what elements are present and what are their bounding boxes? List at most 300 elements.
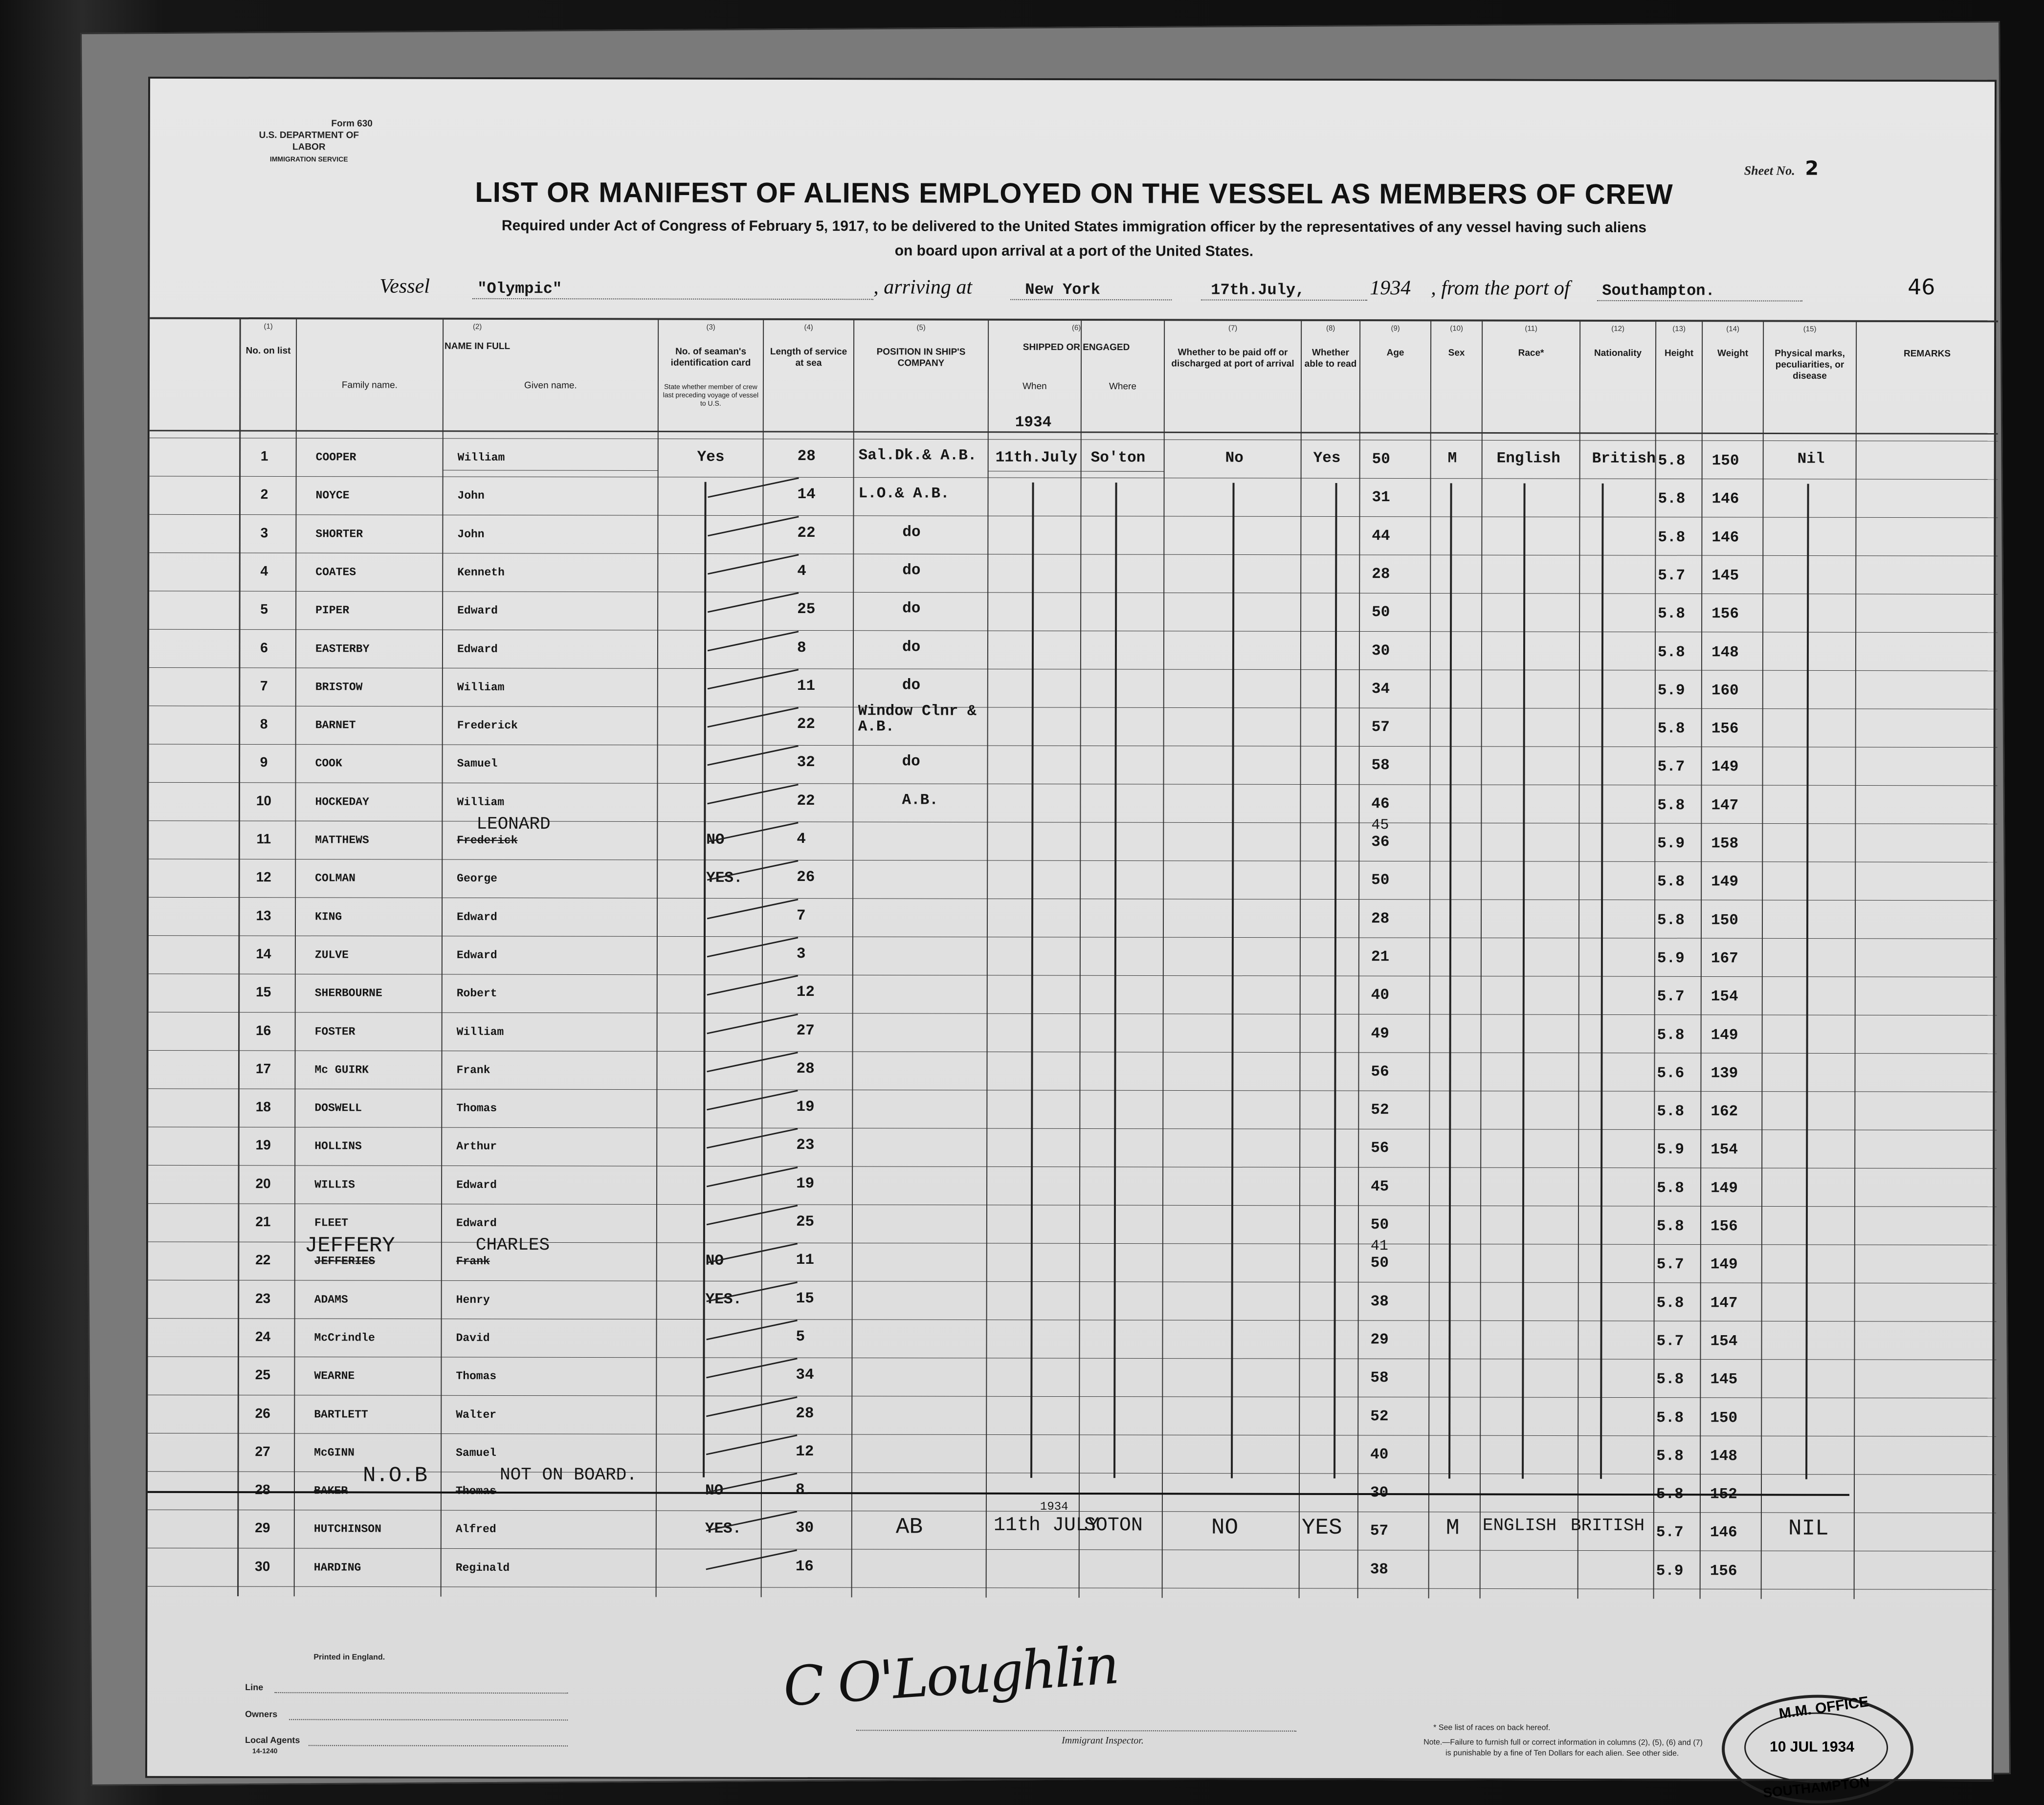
row-number: 8 [260,716,268,732]
column-heading: Nationality [1594,348,1642,359]
row-rule [148,1319,1997,1322]
office-stamp [1722,1695,1913,1804]
row-rule [148,1280,1997,1283]
height: 5.8 [1657,1026,1685,1044]
row-rule [149,744,1998,748]
previous-voyage: YES. [706,869,743,887]
height: 5.8 [1657,1103,1685,1121]
shipped-when-handwritten: 11th JULY [993,1515,1099,1537]
height: 5.8 [1657,1179,1684,1197]
height: 5.8 [1656,1486,1684,1503]
length-of-service: 16 [795,1558,814,1575]
given-name: John [457,489,485,503]
length-of-service: 32 [797,754,815,771]
row-rule [149,936,1997,939]
family-name: HARDING [313,1561,361,1574]
weight: 148 [1711,643,1739,661]
height: 5.9 [1657,682,1685,699]
length-of-service: 19 [796,1099,815,1116]
row-number: 24 [255,1328,271,1344]
family-name: COATES [315,566,356,579]
height: 5.7 [1657,988,1685,1006]
row-number: 27 [255,1443,270,1459]
row-rule [149,668,1998,671]
age: 36 [1371,834,1390,851]
previous-voyage: NO [705,1252,724,1270]
arriving-label: , arriving at [873,276,973,299]
family-name: SHERBOURNE [314,987,382,1000]
length-of-service: 14 [797,486,816,504]
length-of-service: 8 [797,639,806,657]
age: 45 [1371,1178,1389,1195]
column-heading: POSITION IN SHIP'S COMPANY [876,347,966,369]
column-subheading: Given name. [524,380,577,391]
given-name: Thomas [456,1369,497,1383]
column-rule [1578,321,1580,1599]
given-name: Edward [457,642,498,656]
form-number: Form 630 [331,118,373,129]
row-number: 25 [255,1367,271,1383]
subtitle-line-2: on board upon arrival at a port of the United States. [894,242,1254,260]
column-number: (12) [1611,324,1625,333]
shipped-when: 11th.July [995,449,1078,467]
given-name-correction: CHARLES [475,1235,550,1255]
given-name-correction: LEONARD [476,814,551,835]
height: 5.8 [1656,1447,1684,1465]
age-correction: 41 [1370,1238,1388,1255]
height: 5.8 [1657,911,1685,929]
family-name-correction: N.O.B [363,1463,428,1488]
service: IMMIGRATION SERVICE [269,155,348,163]
age: 57 [1370,1522,1389,1540]
length-of-service: 23 [796,1137,815,1154]
family-name: HOLLINS [314,1140,362,1153]
column-subheading: Family name. [341,380,398,391]
column-number: (14) [1726,325,1740,333]
family-name: WEARNE [314,1369,355,1383]
age: 58 [1371,757,1390,774]
length-of-service: 7 [797,907,806,925]
column-note: State whether member of crew last preceding voyage of vessel to U.S. [663,382,759,407]
departure-port: Southampton. [1602,281,1715,300]
agents-label: Local Agents [245,1735,300,1745]
age: 50 [1372,451,1390,468]
shipped-year-handwritten: 1934 [1040,1500,1068,1514]
position: A.B. [902,792,938,809]
row-rule [149,859,1997,862]
given-name: Frank [456,1255,490,1268]
age: 57 [1371,719,1390,736]
age: 52 [1371,1101,1389,1119]
family-name-correction: JEFFERY [304,1233,395,1258]
row-rule [148,1510,1996,1513]
given-name: George [457,872,498,885]
column-number: (4) [804,323,813,332]
age: 56 [1371,1063,1389,1080]
age: 46 [1371,795,1390,813]
column-rule [1654,321,1656,1599]
given-name: Kenneth [457,566,505,579]
age: 50 [1370,1216,1389,1234]
row-rule [149,821,1997,824]
column-number: (3) [706,323,715,331]
race-handwritten: ENGLISH [1482,1515,1557,1536]
column-heading: Race* [1518,348,1544,358]
age: 30 [1370,1484,1389,1502]
paid-off-handwritten: NO [1211,1515,1239,1541]
height: 5.8 [1656,1409,1684,1427]
age: 40 [1370,1446,1389,1463]
given-name: Frederick [457,834,518,847]
height: 5.8 [1656,1218,1684,1235]
family-name: PIPER [315,604,350,617]
height: 5.8 [1658,528,1686,546]
row-number: 4 [260,563,268,579]
row-rule [148,1395,1996,1398]
given-name: Edward [457,910,497,924]
row-number: 3 [260,525,268,540]
given-name: Walter [456,1408,497,1421]
row-number: 17 [255,1060,271,1076]
weight: 156 [1711,720,1739,738]
manifest-sheet [145,77,1997,1801]
previous-voyage: NO [705,1482,724,1499]
column-number: (11) [1525,324,1537,333]
given-name: William [457,451,505,464]
family-name: McGINN [314,1446,355,1459]
height: 5.8 [1656,1294,1684,1312]
column-heading: Whether to be paid off or discharged at port of arrival [1171,347,1294,369]
given-name: Thomas [455,1484,496,1498]
length-of-service: 22 [797,716,815,733]
row-rule [148,1433,1996,1437]
position: do [902,562,921,579]
row-number: 9 [260,754,268,770]
family-name: FLEET [314,1216,348,1230]
position: do [902,638,921,656]
column-rule [1854,321,1857,1599]
previous-voyage: Yes [697,448,725,466]
length-of-service: 5 [796,1328,805,1345]
weight: 147 [1710,1294,1738,1312]
height: 5.9 [1656,1562,1684,1580]
column-rule [986,320,989,1598]
sheet-number: 2 [1805,157,1819,180]
column-number: (5) [916,323,926,332]
column-rule [1299,320,1302,1598]
line-label: Line [245,1682,264,1693]
races-note: * See list of races on back hereof. [1433,1723,1551,1732]
column-heading: Whether able to read [1304,347,1357,370]
sex-handwritten: M [1445,1515,1460,1541]
length-of-service: 3 [796,945,806,963]
column-heading: No. of seaman's identification card [670,346,751,368]
page-number: 46 [1908,274,1935,300]
arrival-port: New York [1025,280,1100,299]
age-correction: 45 [1371,817,1389,834]
given-name: David [456,1331,490,1344]
row-rule [150,438,1998,441]
weight: 150 [1710,1409,1738,1427]
given-name: Henry [456,1293,490,1306]
column-rule [1761,321,1764,1599]
age: 34 [1371,680,1390,698]
height: 5.8 [1656,1371,1684,1388]
weight: 156 [1710,1562,1737,1580]
column-heading: NAME IN FULL [444,341,511,352]
age: 21 [1371,948,1390,966]
weight: 156 [1711,605,1739,623]
height: 5.9 [1657,835,1685,853]
row-number: 13 [256,907,271,923]
race: English [1496,450,1560,467]
age: 28 [1372,565,1390,583]
height: 5.8 [1658,605,1685,623]
able-to-read-handwritten: YES [1301,1515,1342,1541]
column-rule [656,319,659,1597]
family-name: BARTLETT [314,1408,368,1421]
row-rule [149,629,1998,633]
column-heading: Length of service at sea [770,346,847,369]
vessel-name: "Olympic" [477,279,562,298]
column-rule [1480,320,1483,1598]
row-number: 26 [255,1405,270,1421]
sex: M [1447,450,1457,467]
row-number: 11 [256,831,271,847]
name-subrule [443,470,658,471]
weight: 154 [1711,1141,1738,1159]
shipped-where: So'ton [1090,449,1146,467]
row-rule [149,1012,1997,1015]
row-number: 1 [260,448,268,464]
age: 50 [1370,1255,1389,1272]
weight: 150 [1711,452,1739,470]
age: 38 [1370,1561,1388,1578]
sheet-label: Sheet No. [1744,163,1795,178]
penalty-note-1: Note.—Failure to furnish full or correct information in columns (2), (5), (6) and (7) [1423,1738,1703,1747]
column-heading: Weight [1717,348,1749,359]
row-number: 12 [256,869,271,885]
position-handwritten: AB [895,1514,923,1540]
column-subheading: Where [1109,381,1136,392]
row-rule [149,974,1997,977]
row-number: 20 [255,1175,271,1191]
length-of-service: 28 [796,1060,815,1078]
row-rule [150,476,1998,480]
column-heading: Age [1386,348,1404,358]
agents-code: 14-1240 [252,1747,278,1755]
printed-in: Printed in England. [313,1653,385,1662]
stamp-date: 10 JUL 1934 [1770,1739,1855,1755]
shipped-where-handwritten: SOTON [1084,1515,1143,1537]
header-bottom-rule [150,431,1998,434]
weight: 152 [1710,1486,1737,1503]
family-name: COOPER [315,451,356,464]
column-rule [1700,321,1703,1599]
row-number: 22 [255,1252,271,1268]
age: 28 [1371,910,1390,927]
given-name: Arthur [456,1140,497,1153]
weight: 146 [1711,528,1739,546]
given-name: Samuel [457,757,498,770]
row-number: 14 [256,946,271,962]
age: 40 [1371,987,1390,1004]
family-name: KING [315,910,342,923]
column-number: (10) [1450,324,1464,333]
age: 31 [1372,489,1390,506]
length-of-service: 22 [797,792,815,810]
row-number: 5 [260,601,268,617]
family-name: HUTCHINSON [313,1522,381,1536]
page-title: LIST OR MANIFEST OF ALIENS EMPLOYED ON THE VESSEL AS MEMBERS OF CREW [475,176,1673,211]
column-rule [1358,320,1360,1598]
given-name: William [457,795,505,809]
family-name: SHORTER [315,527,363,541]
age: 58 [1370,1369,1389,1387]
age: 44 [1372,527,1390,545]
column-number: (7) [1228,324,1238,332]
height: 5.8 [1657,796,1685,814]
position: do [902,523,921,541]
penalty-note-2: is punishable by a fine of Ten Dollars for each alien. See other side. [1445,1749,1679,1758]
column-heading: Height [1664,348,1694,359]
row-number: 18 [255,1099,271,1115]
age: 38 [1370,1293,1389,1310]
weight: 146 [1711,490,1739,508]
given-name: Edward [456,1216,497,1230]
position: Window Clnr & A.B. [858,703,977,736]
nationality: British [1592,450,1656,468]
row-rule [148,1127,1997,1130]
family-name: McCrindle [314,1331,375,1344]
family-name: WILLIS [314,1178,355,1191]
able-to-read: Yes [1313,449,1341,467]
given-name: William [456,1025,504,1038]
family-name: JEFFERIES [314,1255,376,1268]
table-top-rule [150,318,1998,322]
column-number: (9) [1391,324,1400,333]
weight: 154 [1711,988,1738,1006]
given-name: Frederick [457,719,518,732]
position: do [902,600,921,617]
weight: 149 [1711,1026,1738,1044]
row-rule [149,1051,1997,1054]
given-name: Reginald [455,1561,510,1574]
weight: 156 [1710,1218,1738,1235]
age: 52 [1370,1408,1389,1425]
weight: 147 [1711,796,1739,814]
given-name-correction: NOT ON BOARD. [500,1465,637,1485]
row-rule [149,514,1998,518]
row-number: 21 [255,1214,271,1230]
row-rule [148,1586,1996,1590]
vessel-label: Vessel [379,275,430,298]
column-number: (1) [264,322,273,331]
column-rule [852,319,854,1597]
row-rule [148,1242,1997,1245]
length-of-service: 30 [795,1519,814,1537]
length-of-service: 15 [796,1290,814,1307]
weight: 162 [1711,1103,1738,1121]
weight: 145 [1710,1371,1738,1388]
weight: 154 [1710,1333,1738,1350]
row-number: 6 [260,639,268,655]
length-of-service: 22 [797,524,816,542]
family-name: ADAMS [314,1293,348,1306]
column-subheading: When [1022,381,1047,392]
height: 5.7 [1656,1524,1684,1541]
height: 5.8 [1657,643,1685,661]
column-heading: No. on list [245,346,291,356]
position: L.O.& A.B. [858,485,950,503]
row-number: 19 [255,1137,271,1153]
stamp-bottom: SOUTHAMPTON [1762,1774,1870,1801]
length-of-service: 4 [797,831,806,848]
column-heading: REMARKS [1904,348,1951,359]
family-name: NOYCE [315,489,350,502]
weight: 158 [1711,835,1739,853]
weight: 149 [1711,873,1739,891]
given-name: John [457,528,485,541]
paid-off: No [1225,449,1244,467]
weight: 146 [1710,1524,1737,1541]
length-of-service: 11 [797,677,816,695]
row-rule [149,897,1997,901]
column-heading: Physical marks, peculiarities, or disease [1775,348,1845,381]
length-of-service: 25 [797,601,816,618]
given-name: Frank [456,1063,490,1077]
length-of-service: 19 [796,1175,815,1192]
given-name: Edward [456,948,497,962]
inspector-label: Immigrant Inspector. [1062,1735,1144,1746]
family-name: COOK [315,757,342,770]
height: 5.8 [1657,720,1685,738]
row-number: 28 [255,1482,270,1497]
height: 5.8 [1657,873,1685,891]
height: 5.7 [1656,1332,1684,1350]
given-name: William [457,681,505,694]
weight: 139 [1711,1065,1738,1082]
family-name: Mc GUIRK [314,1063,369,1077]
position: Sal.Dk.& A.B. [858,447,977,464]
arrival-date: 17th.July, [1211,281,1305,299]
shipped-subrule [988,471,1164,472]
given-name: Thomas [456,1101,497,1115]
row-number: 23 [255,1290,271,1306]
weight: 149 [1711,758,1739,776]
row-rule [148,1165,1997,1168]
column-rule [1079,320,1082,1598]
length-of-service: 11 [796,1252,815,1269]
row-rule [149,706,1998,709]
given-name: Edward [456,1178,497,1191]
age: 29 [1370,1331,1389,1349]
when-year: 1934 [1015,414,1052,431]
owners-label: Owners [245,1709,278,1719]
weight: 148 [1710,1448,1737,1465]
row-rule [148,1357,1996,1360]
column-number: (6) [1071,324,1081,332]
given-name: Alfred [455,1523,496,1536]
row-number: 15 [256,984,271,1000]
family-name: BAKER [313,1484,348,1497]
age: 49 [1371,1025,1389,1042]
given-name: Samuel [456,1446,496,1459]
column-number: (13) [1672,325,1686,333]
column-rule [761,319,764,1597]
family-name: BRISTOW [315,681,363,694]
previous-voyage: YES. [705,1291,742,1308]
